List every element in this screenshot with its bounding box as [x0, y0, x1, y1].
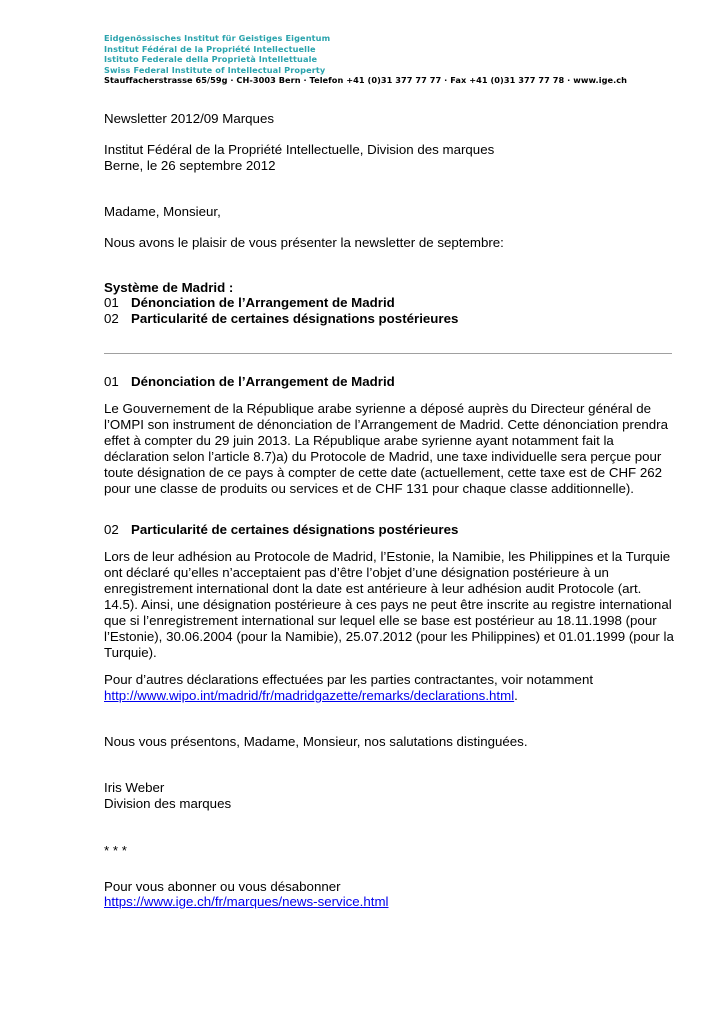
news-service-link[interactable]: https://www.ige.ch/fr/marques/news-service.html — [104, 894, 389, 909]
toc-item-number: 02 — [104, 311, 119, 326]
wipo-declarations-link[interactable]: http://www.wipo.int/madrid/fr/madridgazette/remarks/declarations.html — [104, 688, 515, 703]
greeting: Madame, Monsieur, — [104, 204, 221, 219]
place-date: Berne, le 26 septembre 2012 — [104, 158, 276, 173]
newsletter-title: Newsletter 2012/09 Marques — [104, 111, 274, 126]
letterhead-line-fr: Institut Fédéral de la Propriété Intellectuelle — [104, 43, 316, 54]
section1-body: Le Gouvernement de la République arabe syrienne a déposé auprès du Directeur général de l’OMPI son instrument de dénonciation de l’Arrangement de Madrid. Cette dénonciation prendra effet à compter du 29 juin 2013. La République arabe syrienne ayant notamment fait la déclaration selon l’article 8.7)a) du Protocole de Madrid, une taxe individuelle sera perçue pour toute désignation de ce pays à compter de cette date (actuellement, cette taxe est de CHF 262 pour une classe de produits ou services et de CHF 131 pour chaque classe additionnelle). — [104, 401, 668, 496]
toc-item-01 — [104, 295, 395, 311]
section2-more-text: Pour d’autres déclarations effectuées par les parties contractantes, voir notamment — [104, 672, 594, 687]
letterhead — [104, 33, 664, 86]
section1-number: 01 — [104, 374, 119, 389]
section2-title: Particularité de certaines désignations postérieures — [131, 522, 459, 537]
toc-item-label: Dénonciation de l’Arrangement de Madrid — [131, 295, 395, 310]
subscribe-text: Pour vous abonner ou vous désabonner — [104, 879, 341, 894]
toc-title: Système de Madrid : — [104, 280, 234, 295]
signature-division: Division des marques — [104, 796, 232, 811]
section2-body: Lors de leur adhésion au Protocole de Madrid, l’Estonie, la Namibie, les Philippines et la Turquie ont déclaré qu’elles n’acceptaient pas d’être l’objet d’une désignation postérieure à un enregistrement international dont la date est antérieure à leur adhésion audit Protocole (art. 14.5). Ainsi, une désignation postérieure à ces pays ne peut être inscrite au registre international que si l’enregistrement international sur lequel elle se base est postérieur au 18.11.1998 (pour l’Estonie), 30.06.2004 (pour la Namibie), 25.07.2012 (pour les Philippines) et 01.01.1999 (pour la Turquie). — [104, 549, 674, 660]
letterhead-line-it: Istituto Federale della Proprietà Intellettuale — [104, 54, 318, 65]
subscribe-link-line — [104, 894, 389, 910]
separator: * * * — [104, 843, 127, 858]
section1-heading — [104, 374, 395, 390]
closing-text: Nous vous présentons, Madame, Monsieur, nos salutations distinguées. — [104, 734, 528, 749]
institute-line: Institut Fédéral de la Propriété Intellectuelle, Division des marques — [104, 142, 495, 157]
section1-title: Dénonciation de l’Arrangement de Madrid — [131, 374, 395, 389]
letterhead-line-de: Eidgenössisches Institut für Geistiges Eigentum — [104, 33, 331, 43]
section2-more-end: . — [514, 688, 518, 703]
section2-number: 02 — [104, 522, 119, 537]
toc-item-label: Particularité de certaines désignations postérieures — [131, 311, 459, 326]
intro-text: Nous avons le plaisir de vous présenter la newsletter de septembre: — [104, 235, 504, 250]
toc-item-number: 01 — [104, 295, 119, 310]
section-divider — [104, 353, 672, 354]
section2-heading — [104, 522, 458, 538]
section2-more — [104, 672, 676, 704]
toc-item-02 — [104, 311, 458, 327]
letterhead-line-en: Swiss Federal Institute of Intellectual Property — [104, 64, 326, 75]
letterhead-address: Stauffacherstrasse 65/59g · CH-3003 Bern · Telefon +41 (0)31 377 77 77 · Fax +41 (0)31 377 77 78 · www.ige.ch — [104, 75, 628, 86]
signature-name: Iris Weber — [104, 780, 165, 795]
